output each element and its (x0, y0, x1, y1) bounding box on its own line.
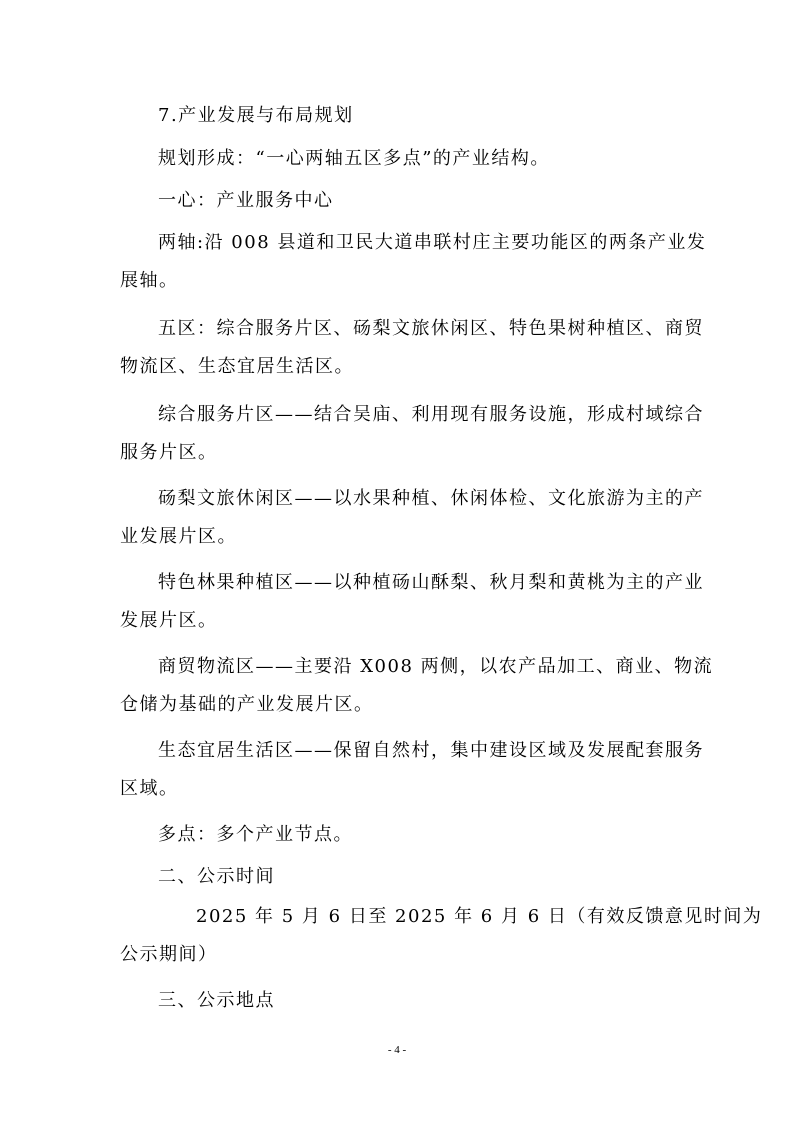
paragraph-line: 多点：多个产业节点。 (158, 824, 353, 845)
paragraph-line: 公示期间） (120, 944, 218, 965)
paragraph-line: 生态宜居生活区——保留自然村，集中建设区域及发展配套服务 (158, 740, 704, 761)
paragraph-line: 2025 年 5 月 6 日至 2025 年 6 月 6 日（有效反馈意见时间为 (196, 906, 763, 927)
paragraph-logistics-zone (120, 648, 714, 724)
paragraph-line: 两轴:沿 008 县道和卫民大道串联村庄主要功能区的两条产业发 (158, 232, 707, 253)
paragraph-line: 砀梨文旅休闲区——以水果种植、休闲体检、文化旅游为主的产 (158, 488, 704, 509)
paragraph-line: 区域。 (120, 778, 179, 799)
paragraph-two-axes (120, 224, 707, 300)
notice-place-heading (120, 982, 680, 1020)
paragraph-line: 特色林果种植区——以种植砀山酥梨、秋月梨和黄桃为主的产业 (158, 572, 704, 593)
paragraph-line: 业发展片区。 (120, 526, 237, 547)
page-number: - 4 - (387, 1044, 407, 1056)
section-heading (120, 97, 680, 135)
paragraph-line: 商贸物流区——主要沿 X008 两侧，以农产品加工、商业、物流 (158, 656, 714, 677)
notice-time-heading-text: 二、公示时间 (158, 866, 275, 887)
paragraph-line: 仓储为基础的产业发展片区。 (120, 694, 374, 715)
notice-time-heading (120, 858, 680, 896)
notice-place-heading-text: 三、公示地点 (158, 990, 275, 1011)
paragraph-line: 综合服务片区——结合吴庙、利用现有服务设施，形成村域综合 (158, 404, 704, 425)
paragraph-line: 物流区、生态宜居生活区。 (120, 356, 354, 377)
paragraph-five-zones (120, 310, 704, 386)
paragraph-orchard-zone (120, 564, 704, 640)
paragraph-line: 一心：产业服务中心 (158, 190, 334, 211)
section-heading-text: 7.产业发展与布局规划 (158, 105, 354, 126)
paragraph-structure (120, 140, 680, 178)
paragraph-line: 发展片区。 (120, 610, 218, 631)
paragraph-multi-points (120, 816, 680, 854)
paragraph-one-center (120, 182, 680, 220)
paragraph-service-zone (120, 396, 704, 472)
notice-time-paragraph (120, 898, 763, 974)
paragraph-line: 五区：综合服务片区、砀梨文旅休闲区、特色果树种植区、商贸 (158, 318, 704, 339)
paragraph-line: 展轴。 (120, 270, 179, 291)
paragraph-line: 服务片区。 (120, 442, 218, 463)
paragraph-tourism-zone (120, 480, 704, 556)
paragraph-line: 规划形成：“一心两轴五区多点”的产业结构。 (158, 148, 550, 169)
paragraph-living-zone (120, 732, 704, 808)
